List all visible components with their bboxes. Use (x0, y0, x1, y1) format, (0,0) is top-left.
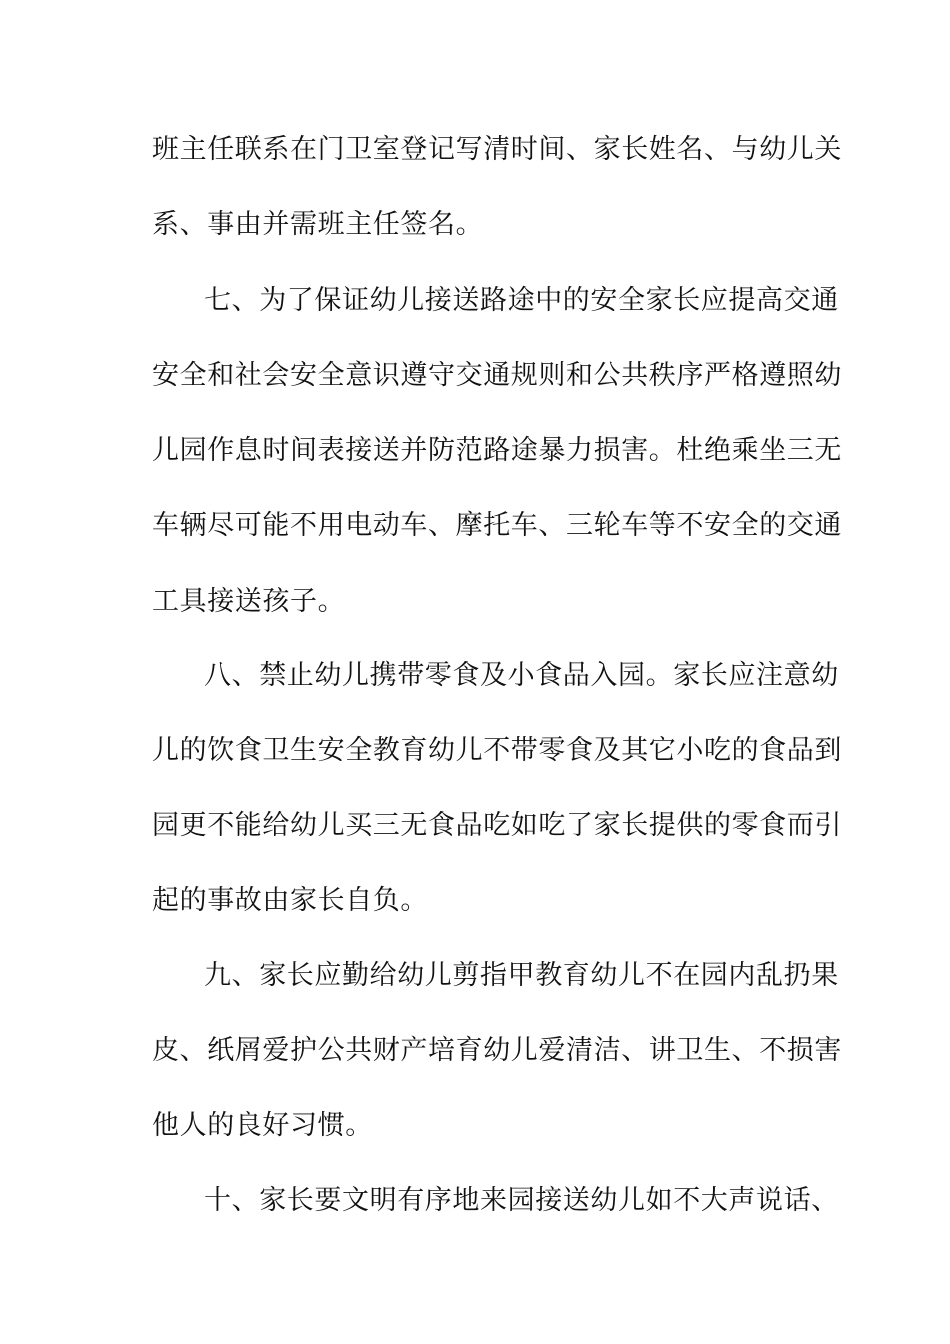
text-line: 他人的良好习惯。 (152, 1110, 373, 1141)
text-line: 班主任联系在门卫室登记写清时间、家长姓名、与幼儿关 (152, 134, 842, 165)
text-line: 园更不能给幼儿买三无食品吃如吃了家长提供的零食而引 (152, 810, 842, 841)
paragraph-8-start: 八、禁止幼儿携带零食及小食品入园。家长应注意幼 (204, 660, 839, 691)
text-line: 车辆尽可能不用电动车、摩托车、三轮车等不安全的交通 (152, 510, 842, 541)
text-line: 儿的饮食卫生安全教育幼儿不带零食及其它小吃的食品到 (152, 735, 842, 766)
text-line: 儿园作息时间表接送并防范路途暴力损害。杜绝乘坐三无 (152, 435, 842, 466)
text-line: 系、事由并需班主任签名。 (152, 209, 484, 240)
text-line: 起的事故由家长自负。 (152, 885, 428, 916)
text-line: 皮、纸屑爱护公共财产培育幼儿爱清洁、讲卫生、不损害 (152, 1035, 842, 1066)
text-line: 安全和社会安全意识遵守交通规则和公共秩序严格遵照幼 (152, 360, 842, 391)
paragraph-9-start: 九、家长应勤给幼儿剪指甲教育幼儿不在园内乱扔果 (204, 960, 839, 991)
paragraph-10-start: 十、家长要文明有序地来园接送幼儿如不大声说话、 (204, 1185, 839, 1216)
text-line: 工具接送孩子。 (152, 586, 346, 617)
paragraph-7-start: 七、为了保证幼儿接送路途中的安全家长应提高交通 (204, 285, 839, 316)
